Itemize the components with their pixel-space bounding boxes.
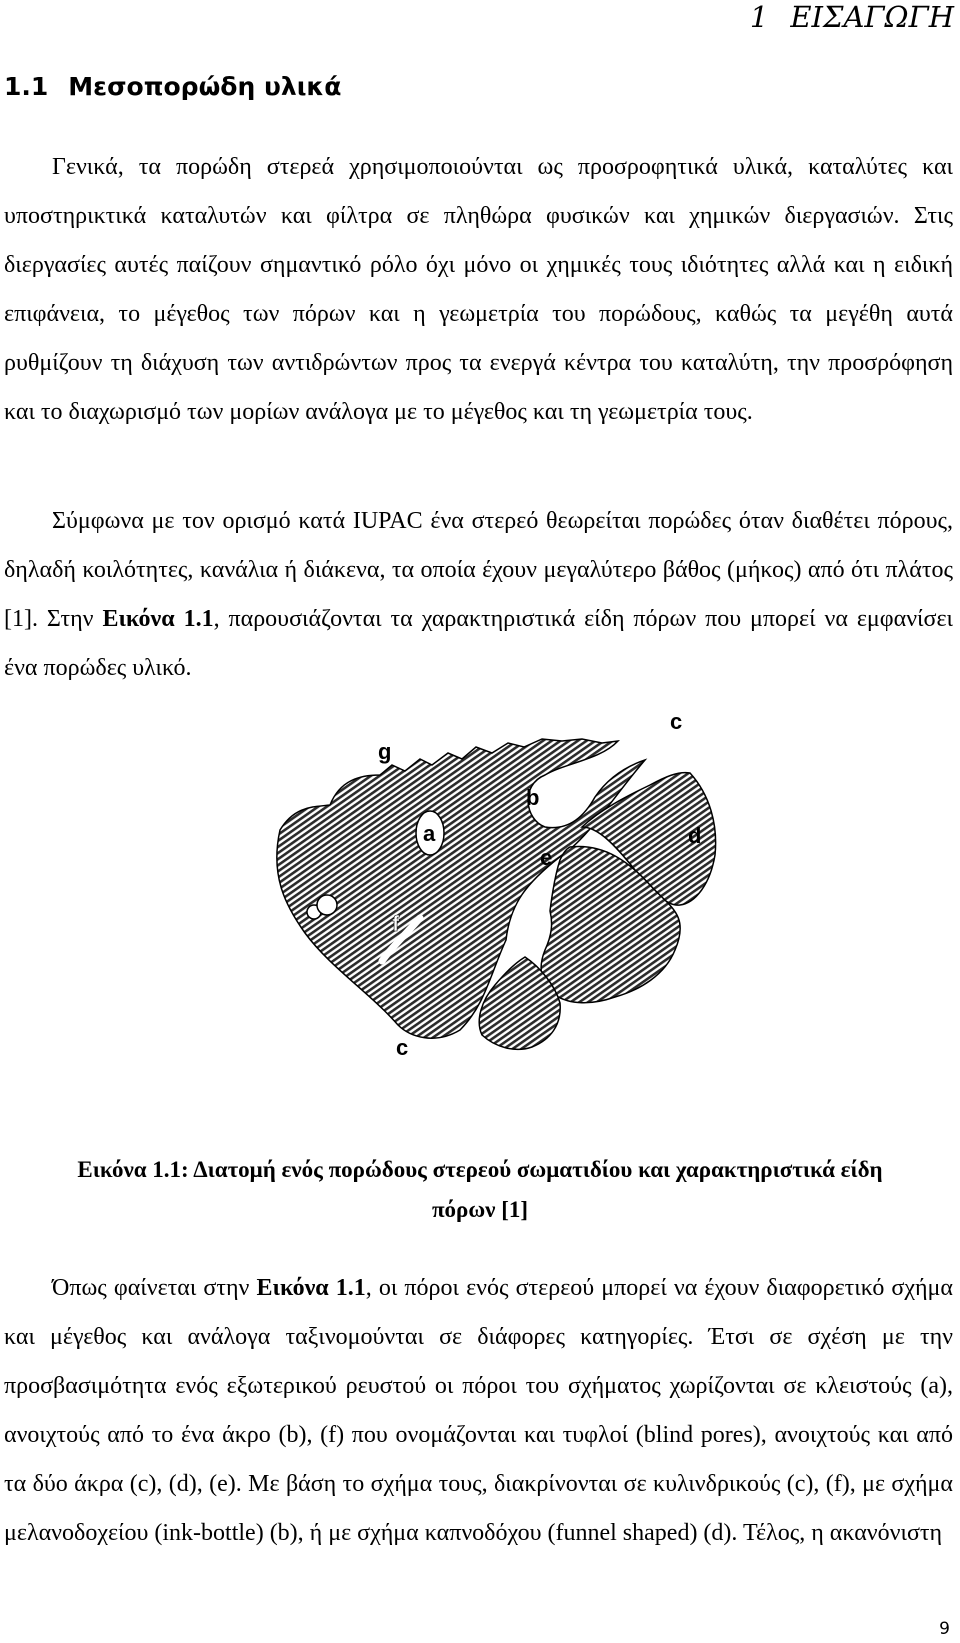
- figure-reference-2: Εικόνα 1.1: [256, 1275, 366, 1301]
- pore-label-b: b: [526, 785, 540, 810]
- pore-label-f: f: [392, 911, 400, 936]
- pore-label-d: d: [688, 823, 702, 848]
- section-title: Μεσοπορώδη υλικά: [68, 72, 342, 101]
- figure-reference: Εικόνα 1.1: [102, 606, 214, 632]
- section-number: 1.1: [4, 72, 49, 101]
- figure-caption-line-2: πόρων [1]: [431, 1197, 529, 1222]
- pore-label-c-top: c: [670, 709, 683, 734]
- figure-caption: [0, 1150, 960, 1230]
- paragraph-3-text-a: Όπως φαίνεται στην: [52, 1275, 257, 1301]
- closed-pore-small-2: [317, 895, 337, 915]
- paragraph-3-text-b: , οι πόροι ενός στερεού μπορεί να έχουν διαφορετικό σχήμα και μέγεθος και ανάλογα ταξινομούνται σε διάφορες κατηγορίες. Έτσι σε σχέση με την προσβασιμότητα ενός εξωτερικού ρευστού οι πόροι του σχήματος χωρίζονται σε κλειστούς (a), ανοιχτούς από το ένα άκρο (b), (f) που ονομάζονται και τυφλοί (blind pores), ανοιχτούς και από τα δύο άκρα (c), (d), (e). Με βάση το σχήμα τους, διακρίνονται σε κυλινδρικούς (c), (f), με σχήμα μελανοδοχείου (ink-bottle) (b), ή με σχήμα καπνοδόχου (funnel shaped) (d). Τέλος, η ακανόνιστη: [4, 1275, 953, 1546]
- paragraph-1: [4, 143, 953, 437]
- pore-label-g: g: [378, 739, 392, 764]
- chapter-title: ΕΙΣΑΓΩΓΗ: [790, 0, 954, 34]
- porous-particle-figure: [270, 709, 740, 1120]
- paragraph-2: [4, 497, 953, 693]
- chapter-number: 1: [749, 0, 769, 34]
- paragraph-1-text: Γενικά, τα πορώδη στερεά χρησιμοποιούνται ως προσροφητικά υλικά, καταλύτες και υποστηρικτικά καταλυτών και φίλτρα σε πληθώρα φυσικών και χημικών διεργασιών. Στις διεργασίες αυτές παίζουν σημαντικό ρόλο όχι μόνο οι χημικές τους ιδιότητες αλλά και η ειδική επιφάνεια, το μέγεθος των πόρων και η γεωμετρία του πορώδους, καθώς τα μεγέθη αυτά ρυθμίζουν τη διάχυση των αντιδρώντων προς τα ενεργά κέντρα του καταλύτη, την προσρόφηση και το διαχωρισμό των μορίων ανάλογα με το μέγεθος και τη γεωμετρία τους.: [4, 154, 953, 425]
- paragraph-3: [4, 1264, 953, 1558]
- pore-label-c-bottom: c: [396, 1035, 409, 1060]
- pore-label-e: e: [540, 845, 553, 870]
- pore-label-a: a: [423, 821, 436, 846]
- paragraph-2-text-b: , παρουσιάζονται τα χαρακτηριστικά είδη πόρων που μπορεί να εμφανίσει ένα πορώδες υλικό.: [4, 606, 953, 681]
- chapter-heading: [750, 0, 954, 34]
- page-number: 9: [939, 1619, 950, 1639]
- section-heading: [4, 72, 341, 101]
- paragraph-2-text-a: Σύμφωνα με τον ορισμό κατά IUPAC ένα στερεό θεωρείται πορώδες όταν διαθέτει πόρους, δηλαδή κοιλότητες, κανάλια ή διάκενα, τα οποία έχουν μεγαλύτερο βάθος (μήκος) από ότι πλάτος [1]. Στην: [4, 508, 953, 632]
- figure-caption-line-1: Εικόνα 1.1: Διατομή ενός πορώδους στερεού σωματιδίου και χαρακτηριστικά είδη: [77, 1157, 883, 1182]
